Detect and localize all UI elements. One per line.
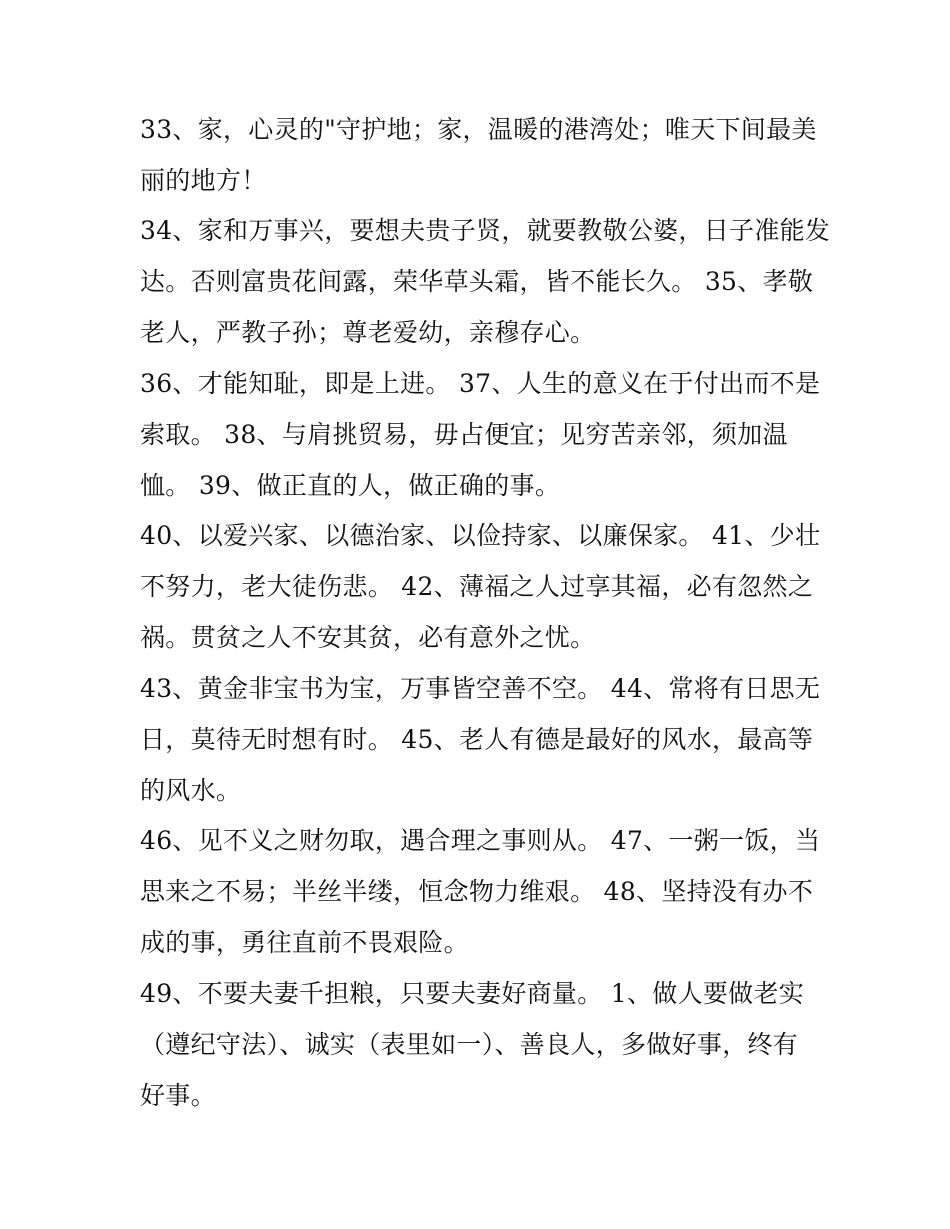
- text-line: 不努力，老大徒伤悲。 42、薄福之人过享其福，必有忽然之: [140, 572, 814, 601]
- text-line: 49、不要夫妻千担粮，只要夫妻好商量。 1、做人要做老实: [140, 979, 805, 1008]
- text-line: 40、以爱兴家、以德治家、以俭持家、以廉保家。 41、少壮: [140, 521, 821, 550]
- text-line: 成的事，勇往直前不畏艰险。: [140, 928, 469, 957]
- text-line: （遵纪守法）、诚实（表里如一）、善良人，多做好事，终有: [140, 1030, 799, 1059]
- text-line: 索取。 38、与肩挑贸易，毋占便宜；见穷苦亲邻，须加温: [140, 420, 788, 449]
- text-line: 祸。贯贫之人不安其贫，必有意外之忧。: [140, 623, 596, 652]
- text-line: 34、家和万事兴，要想夫贵子贤，就要教敬公婆，日子准能发: [140, 216, 831, 245]
- text-line: 46、见不义之财勿取，遇合理之事则从。 47、一粥一饭，当: [140, 826, 821, 855]
- text-line: 好事。: [140, 1081, 216, 1110]
- text-line: 日，莫待无时想有时。 45、老人有德是最好的风水，最高等: [140, 725, 814, 754]
- text-line: 43、黄金非宝书为宝，万事皆空善不空。 44、常将有日思无: [140, 674, 821, 703]
- text-line: 36、才能知耻，即是上进。 37、人生的意义在于付出而不是: [140, 369, 821, 398]
- text-line: 33、家，心灵的"守护地；家，温暖的港湾处；唯天下间最美: [140, 115, 817, 144]
- text-line: 的风水。: [140, 776, 242, 805]
- text-line: 达。否则富贵花间露，荣华草头霜，皆不能长久。 35、孝敬: [140, 267, 814, 296]
- text-line: 老人，严教子孙；尊老爱幼，亲穆存心。: [140, 318, 596, 347]
- text-line: 恤。 39、做正直的人，做正确的事。: [140, 471, 561, 500]
- text-line: 丽的地方！: [140, 166, 267, 195]
- text-line: 思来之不易；半丝半缕，恒念物力维艰。 48、坚持没有办不: [140, 877, 814, 906]
